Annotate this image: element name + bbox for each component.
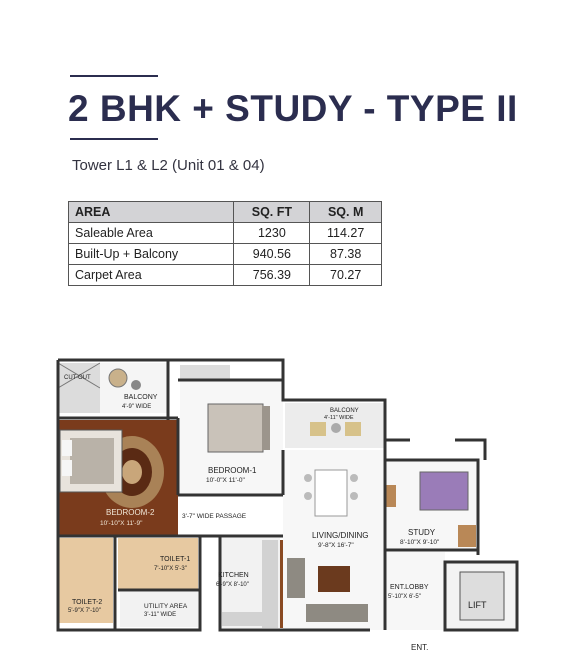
- bedroom-1-wardrobe: [180, 365, 230, 380]
- table-header-row: [69, 202, 382, 223]
- living-rug: [318, 566, 350, 592]
- table-cell: 70.27: [310, 265, 382, 286]
- utility-label: UTILITY AREA: [144, 603, 188, 610]
- bedroom-2-size: 10'-10"X 11'-9": [100, 520, 143, 527]
- study-size: 8'-10"X 9'-10": [400, 539, 440, 546]
- table-cell: 940.56: [234, 244, 310, 265]
- toilet-1-label: TOILET-1: [160, 556, 191, 563]
- living-dining-label: LIVING/DINING: [312, 531, 369, 540]
- living-dining-size: 9'-8"X 16'-7": [318, 542, 354, 549]
- entrance-lobby-label: ENT.LOBBY: [390, 584, 429, 591]
- kitchen-counter: [262, 540, 278, 628]
- table-row: [69, 223, 382, 244]
- toilet-2-label: TOILET-2: [72, 599, 103, 606]
- kitchen-size: 6'-9"X 8'-10": [216, 582, 249, 588]
- table-cell: Carpet Area: [69, 265, 234, 286]
- cut-out-area: [58, 363, 100, 413]
- entrance-lobby-size: 5'-10"X 6'-5": [388, 594, 421, 600]
- column-header: SQ. FT: [234, 202, 310, 223]
- balcony-1-size: 4'-9" WIDE: [122, 404, 152, 410]
- cut-out-label: CUT-OUT: [64, 375, 91, 381]
- area-table: [68, 201, 382, 286]
- balcony-1-table: [109, 369, 127, 387]
- table-cell: 1230: [234, 223, 310, 244]
- table-cell: 114.27: [310, 223, 382, 244]
- unit-subtitle: Tower L1 & L2 (Unit 01 & 04): [72, 157, 265, 174]
- table-row: [69, 244, 382, 265]
- title-rule-bottom: [70, 138, 158, 140]
- entrance-label: ENT.: [411, 643, 429, 652]
- dining-table: [315, 470, 347, 516]
- column-header: SQ. M: [310, 202, 382, 223]
- column-header: AREA: [69, 202, 234, 223]
- floor-plan: [40, 300, 540, 660]
- bedroom-1-label: BEDROOM-1: [208, 466, 257, 475]
- balcony-2-label: BALCONY: [330, 408, 359, 414]
- table-cell: 87.38: [310, 244, 382, 265]
- toilet-2-size: 5'-9"X 7'-10": [68, 608, 101, 614]
- kitchen-label: KITCHEN: [218, 572, 249, 579]
- table-cell: Saleable Area: [69, 223, 234, 244]
- bedroom-2-label: BEDROOM-2: [106, 508, 155, 517]
- toilet-1-floor: [118, 538, 198, 590]
- bedroom-1-size: 10'-0"X 11'-0": [206, 477, 245, 484]
- study-label: STUDY: [408, 528, 436, 537]
- entrance-lobby-floor: [385, 552, 445, 630]
- study-bed: [420, 472, 468, 510]
- passage-label: 3'-7" WIDE PASSAGE: [182, 513, 247, 520]
- bedroom-1-bed: [208, 404, 263, 452]
- table-cell: 756.39: [234, 265, 310, 286]
- utility-size: 3'-11" WIDE: [144, 612, 177, 618]
- sofa: [287, 558, 305, 598]
- table-row: [69, 265, 382, 286]
- balcony-1-label: BALCONY: [124, 394, 158, 401]
- page-title: 2 BHK + STUDY - TYPE II: [68, 88, 518, 129]
- title-rule-top: [70, 75, 158, 77]
- table-cell: Built-Up + Balcony: [69, 244, 234, 265]
- lift-label: LIFT: [468, 600, 487, 610]
- toilet-1-size: 7'-10"X 5'-3": [154, 566, 187, 572]
- balcony-2-size: 4'-11" WIDE: [324, 415, 354, 421]
